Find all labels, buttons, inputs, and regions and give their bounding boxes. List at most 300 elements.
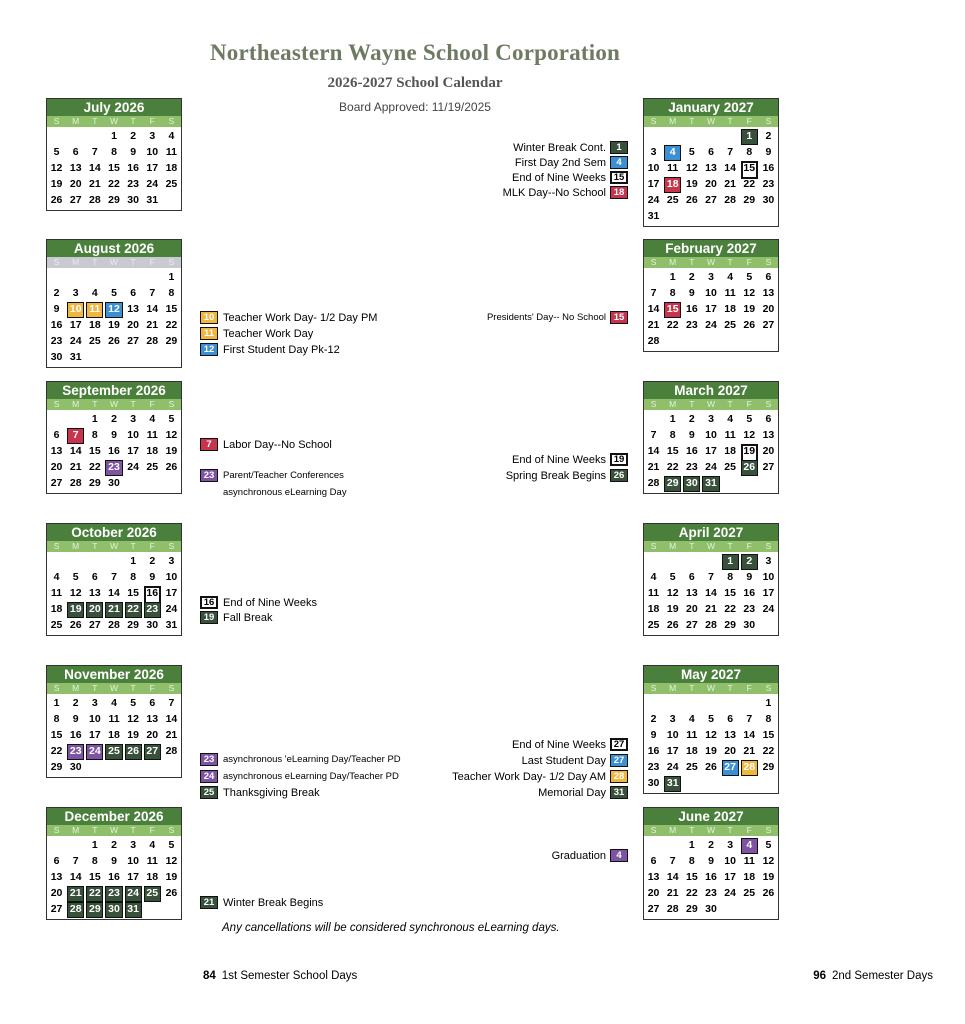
calendar-day: 17	[165, 587, 178, 599]
calendar-day: 12	[743, 429, 756, 441]
weekday-letter: F	[746, 541, 752, 551]
calendar-day: 10	[127, 855, 139, 867]
empty-cell	[682, 553, 701, 569]
month-february-2027	[643, 239, 779, 352]
legend-swatch: 24	[200, 770, 218, 783]
calendar-day: 28	[647, 477, 660, 489]
weekday-header	[47, 257, 181, 268]
calendar-day: 21	[69, 461, 82, 473]
calendar-day: 6	[708, 146, 714, 158]
weekday-letter: T	[130, 825, 136, 835]
weekday-letter: W	[706, 541, 715, 551]
month-title: February 2027	[644, 240, 778, 257]
calendar-day: 17	[69, 319, 82, 331]
calendar-day: 12	[105, 302, 122, 318]
calendar-day: 5	[669, 571, 676, 583]
calendar-day: 3	[130, 839, 137, 851]
calendar-day: 4	[91, 287, 98, 299]
weekday-letter: S	[650, 116, 657, 126]
calendar-day: 13	[705, 162, 717, 174]
weekday-header	[47, 541, 181, 552]
weekday-letter: T	[689, 399, 695, 409]
calendar-day: 24	[165, 603, 178, 615]
calendar-day: 27	[762, 461, 775, 473]
weekday-letter: T	[92, 399, 98, 409]
empty-cell	[644, 695, 663, 711]
calendar-day: 14	[146, 303, 159, 315]
calendar-day: 19	[686, 178, 698, 190]
day-grid	[644, 410, 778, 493]
calendar-day: 23	[647, 761, 660, 773]
calendar-day: 4	[650, 571, 657, 583]
legend-swatch: 27	[610, 738, 628, 751]
second-semester-days	[813, 970, 933, 982]
legend-label: Last Student Day	[521, 754, 606, 767]
calendar-day: 12	[705, 729, 717, 741]
calendar-day: 6	[727, 713, 734, 725]
calendar-day: 27	[127, 335, 139, 347]
calendar-day: 4	[727, 271, 734, 283]
calendar-day: 7	[727, 146, 734, 158]
calendar-day: 2	[53, 287, 60, 299]
day-grid	[47, 410, 181, 493]
calendar-day: 20	[69, 178, 82, 190]
calendar-day: 9	[746, 571, 753, 583]
month-title: July 2026	[47, 99, 181, 116]
legend-item	[487, 311, 628, 324]
weekday-letter: S	[765, 116, 772, 126]
calendar-day: 2	[688, 271, 695, 283]
day-grid	[644, 552, 778, 635]
weekday-header	[47, 825, 181, 836]
calendar-day: 24	[647, 194, 660, 206]
weekday-letter: T	[92, 257, 98, 267]
weekday-letter: F	[149, 399, 155, 409]
legend-label: Teacher Work Day	[223, 327, 314, 340]
calendar-day: 28	[165, 745, 178, 757]
legend-item	[200, 596, 317, 609]
calendar-day: 7	[91, 146, 98, 158]
weekday-letter: W	[706, 399, 715, 409]
calendar-day: 10	[89, 713, 101, 725]
month-july-2026	[46, 98, 182, 211]
calendar-day: 5	[765, 839, 772, 851]
calendar-day: 20	[86, 602, 103, 618]
calendar-day: 8	[669, 287, 676, 299]
calendar-day: 27	[50, 903, 63, 915]
day-grid	[644, 268, 778, 351]
legend-swatch: 15	[610, 171, 628, 184]
legend-item	[538, 786, 628, 799]
calendar-day: 8	[688, 855, 695, 867]
calendar-day: 15	[686, 871, 698, 883]
weekday-letter: T	[727, 116, 733, 126]
weekday-letter: T	[727, 683, 733, 693]
weekday-letter: T	[130, 399, 136, 409]
calendar-day: 17	[666, 745, 679, 757]
calendar-day: 8	[746, 146, 753, 158]
calendar-day: 13	[89, 587, 101, 599]
calendar-day: 6	[91, 571, 98, 583]
legend-item	[200, 438, 332, 451]
month-august-2026	[46, 239, 182, 368]
calendar-day: 29	[686, 903, 698, 915]
calendar-day: 26	[165, 887, 178, 899]
legend-swatch: 10	[200, 311, 218, 324]
calendar-day: 11	[743, 855, 755, 867]
calendar-day: 12	[127, 713, 139, 725]
calendar-day: 6	[650, 855, 657, 867]
calendar-day: 23	[762, 178, 775, 190]
calendar-day: 18	[146, 445, 159, 457]
calendar-day: 26	[125, 744, 142, 760]
page-subtitle: 2026-2027 School Calendar	[327, 75, 503, 91]
weekday-letter: S	[53, 825, 60, 835]
calendar-day: 22	[108, 178, 120, 190]
calendar-day: 26	[69, 619, 82, 631]
calendar-day: 27	[144, 744, 161, 760]
calendar-day: 3	[168, 555, 175, 567]
calendar-day: 14	[69, 445, 82, 457]
calendar-day: 5	[746, 271, 753, 283]
calendar-day: 6	[130, 287, 137, 299]
legend-label: Graduation	[551, 849, 606, 862]
empty-cell	[66, 411, 85, 427]
weekday-letter: S	[765, 399, 772, 409]
weekday-letter: T	[130, 683, 136, 693]
calendar-day: 18	[724, 303, 736, 315]
calendar-day: 22	[125, 602, 142, 618]
calendar-day: 6	[53, 429, 60, 441]
legend-swatch: 25	[200, 786, 218, 799]
weekday-letter: F	[149, 116, 155, 126]
calendar-day: 16	[127, 162, 139, 174]
calendar-day: 18	[743, 871, 756, 883]
weekday-letter: T	[92, 825, 98, 835]
second-semester-count: 96	[813, 970, 826, 982]
weekday-letter: M	[72, 541, 80, 551]
calendar-day: 10	[705, 429, 717, 441]
calendar-day: 20	[762, 445, 775, 457]
calendar-day: 13	[686, 587, 698, 599]
first-semester-count: 84	[203, 970, 216, 982]
calendar-day: 12	[165, 429, 178, 441]
calendar-day: 30	[127, 194, 139, 206]
weekday-letter: T	[727, 399, 733, 409]
empty-cell	[124, 269, 143, 285]
weekday-letter: F	[746, 116, 752, 126]
calendar-day: 17	[647, 178, 660, 190]
calendar-day: 9	[72, 713, 79, 725]
calendar-day: 30	[683, 476, 700, 492]
calendar-day: 7	[746, 713, 753, 725]
legend-item	[200, 770, 399, 783]
legend-item	[200, 611, 273, 624]
legend-item	[200, 786, 320, 799]
calendar-day: 14	[666, 871, 679, 883]
page-title: Northeastern Wayne School Corporation	[209, 40, 621, 65]
calendar-day: 29	[743, 194, 756, 206]
weekday-letter: T	[689, 257, 695, 267]
weekday-letter: S	[650, 541, 657, 551]
calendar-day: 31	[647, 210, 660, 222]
weekday-letter: T	[727, 541, 733, 551]
calendar-day: 19	[165, 871, 178, 883]
calendar-day: 1	[53, 697, 60, 709]
calendar-day: 16	[108, 871, 120, 883]
calendar-day: 14	[724, 162, 736, 174]
weekday-header	[644, 541, 778, 552]
weekday-letter: T	[689, 116, 695, 126]
empty-cell	[721, 695, 740, 711]
empty-cell	[701, 553, 720, 569]
empty-cell	[644, 553, 663, 569]
calendar-day: 9	[650, 729, 657, 741]
weekday-letter: S	[53, 116, 60, 126]
calendar-day: 2	[688, 413, 695, 425]
weekday-letter: S	[765, 257, 772, 267]
calendar-day: 14	[69, 871, 82, 883]
calendar-day: 28	[67, 902, 84, 918]
calendar-day: 25	[743, 887, 756, 899]
calendar-day: 21	[724, 178, 736, 190]
empty-cell	[47, 553, 66, 569]
calendar-day: 30	[50, 351, 63, 363]
calendar-day: 12	[762, 855, 775, 867]
weekday-letter: M	[72, 116, 80, 126]
legend-item	[513, 141, 628, 154]
calendar-day: 27	[647, 903, 660, 915]
month-title: June 2027	[644, 808, 778, 825]
month-title: December 2026	[47, 808, 181, 825]
calendar-day: 20	[647, 887, 660, 899]
calendar-day: 26	[741, 460, 758, 476]
calendar-day: 26	[705, 761, 717, 773]
legend-item	[522, 754, 628, 767]
calendar-day: 4	[149, 413, 156, 425]
calendar-day: 14	[705, 587, 717, 599]
calendar-day: 4	[111, 697, 117, 709]
legend-swatch: 21	[200, 896, 218, 909]
weekday-letter: M	[669, 257, 677, 267]
calendar-day: 30	[743, 619, 756, 631]
weekday-header	[644, 683, 778, 694]
cancellation-note: Any cancellations will be considered synchronous eLearning days.	[222, 922, 560, 934]
month-title: October 2026	[47, 524, 181, 541]
calendar-day: 17	[705, 303, 717, 315]
legend-item	[200, 896, 323, 909]
calendar-day: 10	[666, 729, 679, 741]
calendar-day: 11	[146, 429, 158, 441]
calendar-day: 3	[708, 271, 714, 283]
weekday-letter: M	[72, 257, 80, 267]
calendar-day: 7	[168, 697, 175, 709]
calendar-day: 8	[669, 429, 676, 441]
calendar-day: 11	[686, 729, 698, 741]
calendar-day: 12	[50, 162, 63, 174]
legend-label: MLK Day--No School	[502, 186, 606, 199]
weekday-letter: W	[109, 399, 118, 409]
calendar-day: 27	[89, 619, 101, 631]
empty-cell	[663, 553, 682, 569]
weekday-letter: T	[689, 825, 695, 835]
calendar-day: 24	[146, 178, 159, 190]
weekday-letter: W	[706, 116, 715, 126]
calendar-day: 4	[741, 838, 758, 854]
legend-item	[552, 849, 628, 862]
month-april-2027	[643, 523, 779, 636]
calendar-day: 28	[705, 619, 717, 631]
calendar-day: 1	[765, 697, 772, 709]
calendar-day: 11	[667, 162, 679, 174]
calendar-day: 9	[111, 855, 117, 867]
weekday-letter: S	[765, 683, 772, 693]
calendar-day: 26	[108, 335, 120, 347]
weekday-letter: T	[92, 116, 98, 126]
calendar-day: 30	[762, 194, 775, 206]
calendar-day: 11	[86, 302, 103, 318]
calendar-day: 25	[146, 461, 159, 473]
calendar-day: 5	[708, 713, 714, 725]
legend-swatch: 4	[610, 156, 628, 169]
calendar-day: 9	[149, 571, 156, 583]
month-november-2026	[46, 665, 182, 778]
calendar-day: 23	[105, 460, 122, 476]
calendar-day: 22	[165, 319, 178, 331]
calendar-day: 27	[722, 760, 739, 776]
calendar-day: 4	[149, 839, 156, 851]
calendar-day: 28	[146, 335, 159, 347]
legend-label: First Day 2nd Sem	[514, 156, 606, 169]
calendar-day: 1	[688, 839, 695, 851]
legend-item	[200, 311, 377, 324]
legend-label: Spring Break Begins	[505, 469, 606, 482]
weekday-letter: S	[53, 683, 60, 693]
legend-label: Presidents' Day-- No School	[486, 312, 606, 323]
weekday-letter: S	[168, 541, 175, 551]
weekday-header	[47, 116, 181, 127]
legend-item	[200, 486, 347, 499]
calendar-day: 28	[89, 194, 101, 206]
second-semester-label: 2nd Semester Days	[832, 970, 933, 982]
weekday-letter: S	[168, 683, 175, 693]
calendar-day: 2	[72, 697, 79, 709]
calendar-day: 20	[724, 745, 736, 757]
empty-cell	[721, 128, 740, 144]
calendar-day: 26	[743, 319, 756, 331]
calendar-day: 8	[53, 713, 60, 725]
calendar-day: 22	[686, 887, 698, 899]
month-may-2027	[643, 665, 779, 794]
calendar-day: 25	[165, 178, 178, 190]
calendar-day: 18	[146, 871, 159, 883]
calendar-day: 26	[762, 887, 775, 899]
legend-swatch: 12	[200, 343, 218, 356]
calendar-day: 20	[686, 603, 698, 615]
weekday-header	[644, 399, 778, 410]
calendar-day: 6	[149, 697, 156, 709]
calendar-day: 11	[165, 146, 177, 158]
calendar-day: 5	[746, 413, 753, 425]
calendar-day: 17	[127, 445, 139, 457]
calendar-day: 15	[666, 445, 679, 457]
weekday-letter: F	[149, 257, 155, 267]
calendar-day: 7	[650, 287, 657, 299]
calendar-day: 22	[50, 745, 63, 757]
empty-cell	[47, 411, 66, 427]
calendar-day: 23	[686, 319, 698, 331]
calendar-day: 6	[688, 571, 695, 583]
weekday-letter: S	[650, 257, 657, 267]
calendar-day: 17	[127, 871, 139, 883]
empty-cell	[85, 128, 104, 144]
calendar-day: 24	[705, 319, 717, 331]
calendar-day: 13	[647, 871, 660, 883]
calendar-day: 29	[762, 761, 775, 773]
calendar-day: 4	[168, 130, 175, 142]
calendar-day: 3	[708, 413, 714, 425]
calendar-day: 13	[69, 162, 82, 174]
calendar-day: 6	[765, 413, 772, 425]
first-semester-label: 1st Semester School Days	[221, 970, 358, 982]
calendar-day: 10	[67, 302, 84, 318]
calendar-day: 19	[165, 445, 178, 457]
calendar-day: 9	[688, 429, 695, 441]
weekday-letter: F	[746, 399, 752, 409]
calendar-day: 25	[105, 744, 122, 760]
weekday-letter: T	[689, 541, 695, 551]
calendar-day: 24	[666, 761, 679, 773]
calendar-day: 14	[89, 162, 101, 174]
calendar-day: 3	[669, 713, 676, 725]
calendar-day: 25	[89, 335, 101, 347]
weekday-letter: F	[746, 825, 752, 835]
calendar-day: 15	[89, 445, 101, 457]
calendar-day: 29	[86, 902, 103, 918]
calendar-day: 19	[127, 729, 139, 741]
calendar-day: 13	[50, 445, 63, 457]
calendar-day: 20	[50, 461, 63, 473]
calendar-day: 2	[650, 713, 657, 725]
calendar-day: 27	[69, 194, 82, 206]
calendar-day: 26	[666, 619, 679, 631]
calendar-day: 29	[89, 477, 101, 489]
calendar-day: 22	[762, 745, 775, 757]
calendar-day: 1	[669, 413, 676, 425]
legend-swatch: 18	[610, 186, 628, 199]
calendar-day: 1	[91, 839, 98, 851]
calendar-day: 20	[146, 729, 159, 741]
first-semester-days	[203, 970, 357, 982]
legend-label: Teacher Work Day- 1/2 Day AM	[452, 770, 606, 783]
empty-cell	[663, 837, 682, 853]
calendar-day: 17	[705, 445, 717, 457]
calendar-day: 5	[111, 287, 117, 299]
legend-label: Memorial Day	[538, 786, 606, 799]
empty-cell	[104, 553, 123, 569]
calendar-day: 8	[727, 571, 734, 583]
day-grid	[644, 127, 778, 226]
calendar-day: 18	[50, 603, 63, 615]
weekday-letter: W	[706, 683, 715, 693]
legend-swatch: 7	[200, 438, 218, 451]
calendar-day: 16	[108, 445, 120, 457]
calendar-day: 31	[165, 619, 178, 631]
month-title: September 2026	[47, 382, 181, 399]
calendar-day: 25	[686, 761, 698, 773]
calendar-day: 11	[648, 587, 660, 599]
calendar-day: 10	[146, 146, 159, 158]
